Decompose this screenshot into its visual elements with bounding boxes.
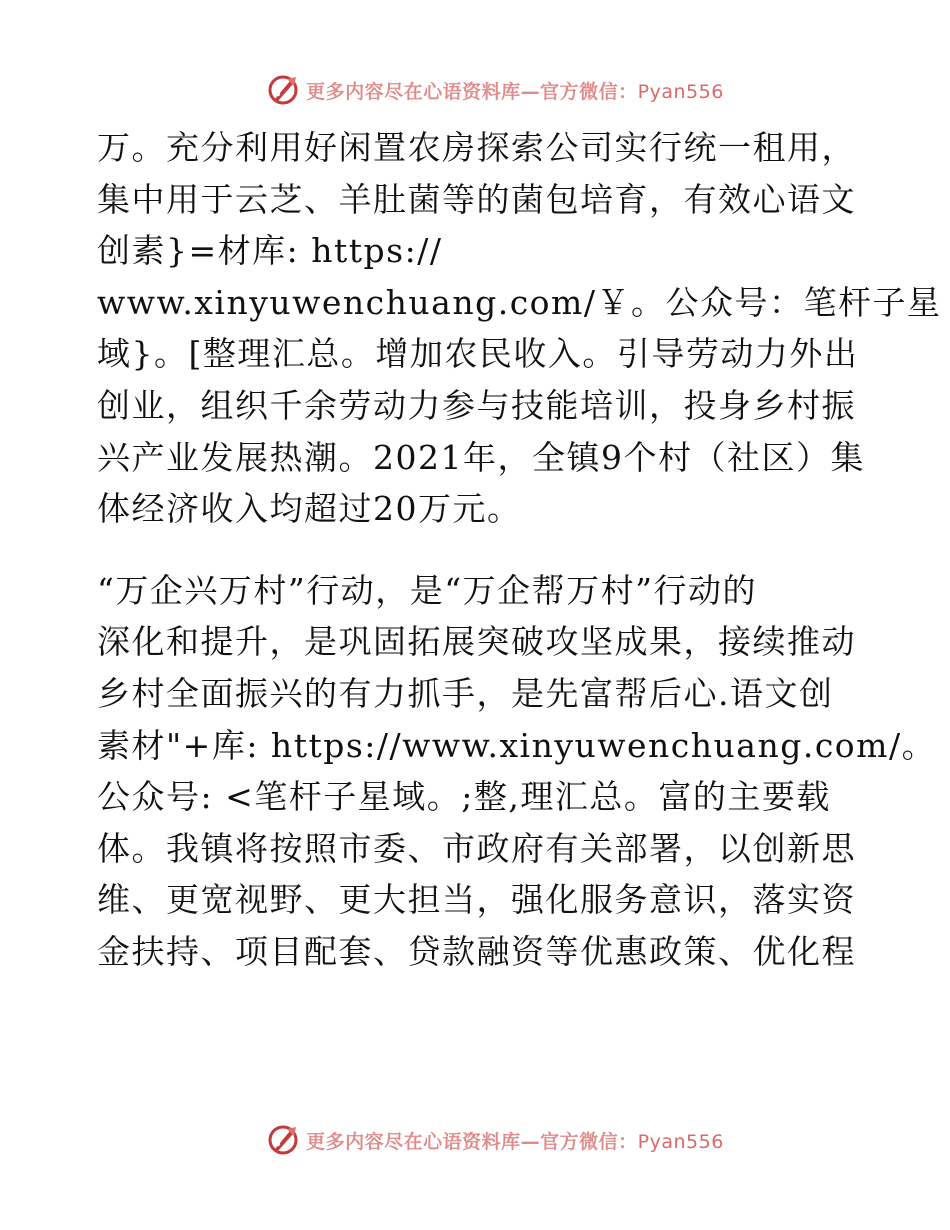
paragraph-gap [97, 535, 857, 565]
text-line: 创素}=材库: https:// [97, 231, 443, 271]
header-banner-inner [266, 73, 724, 107]
banner-text [306, 1127, 724, 1154]
text-line: 万。充分利用好闲置农房探索公司实行统一租用， [97, 128, 856, 167]
text-line: 兴产业发展热潮。2021年，全镇9个村（社区）集 [97, 437, 865, 477]
banner-account: Pyan556 [637, 1130, 724, 1153]
text-line: 体。我镇将按照市委、市政府有关部署，以创新思 [97, 828, 856, 868]
paragraph-1 [97, 122, 942, 535]
text-line: “万企兴万村”行动，是“万企帮万村”行动的 [97, 570, 757, 610]
text-line: 体经济收入均超过20万元。 [97, 489, 522, 529]
paragraph-2 [97, 565, 937, 978]
text-line: 深化和提升，是巩固拓展突破攻坚成果，接续推动 [97, 622, 856, 662]
text-line: 域}。[整理汇总。增加农民收入。引导劳动力外出 [97, 334, 859, 374]
text-line: 乡村全面振兴的有力抓手，是先富帮后心.语文创 [97, 673, 834, 713]
header-banner [0, 70, 950, 110]
text-line: 金扶持、项目配套、贷款融资等优惠政策、优化程 [97, 931, 856, 971]
text-line: 集中用于云芝、羊肚菌等的菌包培育，有效心语文 [97, 179, 856, 219]
quill-logo-icon [266, 73, 300, 107]
text-line: 维、更宽视野、更大担当，强化服务意识，落实资 [97, 880, 856, 920]
text-line: 创业，组织千余劳动力参与技能培训，投身乡村振 [97, 385, 856, 425]
banner-slogan: 更多内容尽在心语资料库—官方微信： [306, 1130, 638, 1153]
text-line: 公众号: <笔杆子星域。;整,理汇总。富的主要载 [97, 777, 831, 817]
banner-account: Pyan556 [637, 80, 724, 103]
banner-text [306, 77, 724, 104]
footer-banner-inner [266, 1123, 724, 1157]
document-body [97, 122, 942, 978]
footer-banner [0, 1120, 950, 1160]
text-line: 素材"+库: https://www.xinyuwenchuang.com/。 [97, 725, 937, 765]
quill-logo-icon [266, 1123, 300, 1157]
banner-slogan: 更多内容尽在心语资料库—官方微信： [306, 80, 638, 103]
text-line: www.xinyuwenchuang.com/￥。公众号：笔杆子星 [97, 282, 942, 322]
